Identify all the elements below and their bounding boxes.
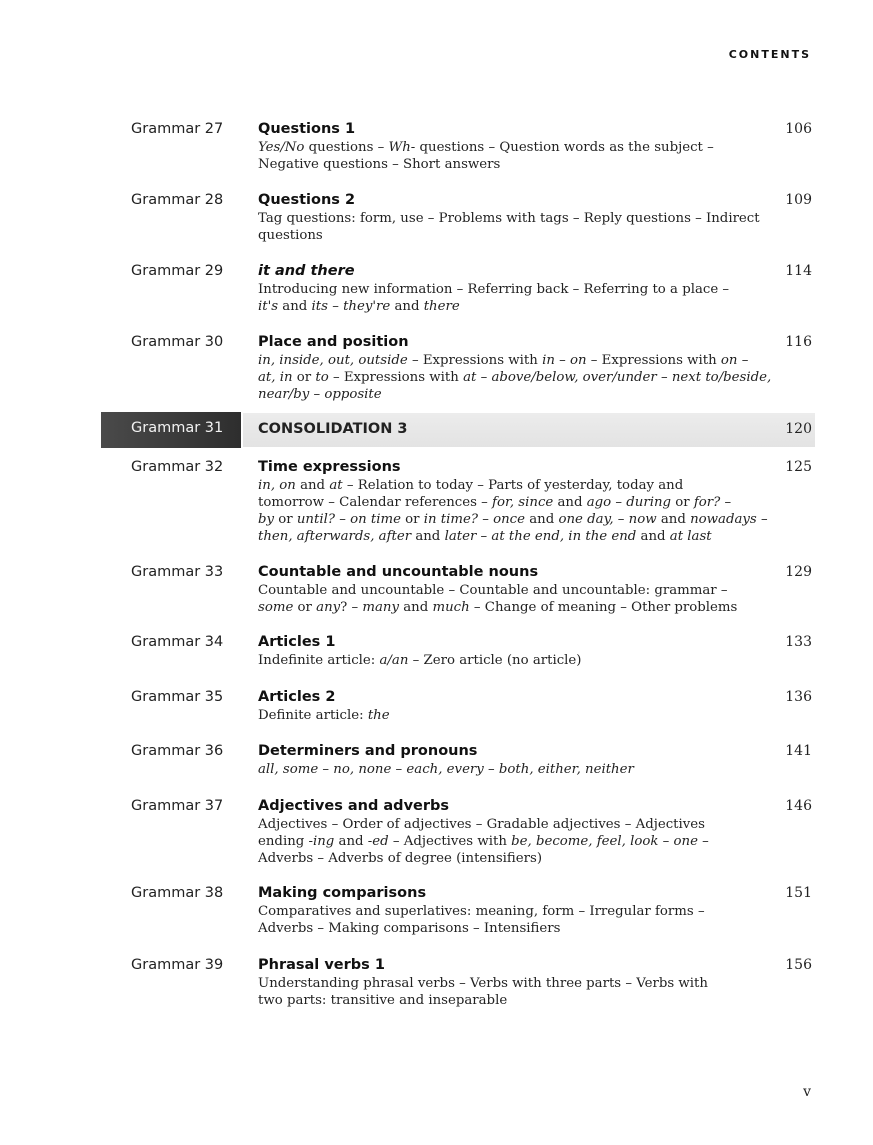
description-line: all, some – no, none – each, every – both, either, neither: [258, 762, 634, 777]
description-line: questions: [258, 228, 323, 243]
unit-title[interactable]: Determiners and pronouns: [258, 743, 478, 759]
description-line: it's and its – they're and there: [258, 299, 460, 314]
page-number: 136: [785, 689, 812, 705]
unit-number: Grammar 27: [131, 121, 224, 137]
unit-description: [258, 707, 778, 724]
consolidation-unit-tab: [101, 412, 241, 448]
page-number: 116: [785, 334, 812, 350]
unit-number: Grammar 29: [131, 263, 224, 279]
description-line: Yes/No questions – Wh- questions – Question words as the subject –: [258, 140, 714, 155]
unit-description: [258, 816, 778, 867]
page-number: 151: [785, 885, 812, 901]
unit-number: Grammar 33: [131, 564, 224, 580]
description-line: Introducing new information – Referring back – Referring to a place –: [258, 282, 730, 297]
unit-title[interactable]: Countable and uncountable nouns: [258, 564, 539, 580]
unit-description: [258, 975, 778, 1009]
description-line: Countable and uncountable – Countable and uncountable: grammar –: [258, 583, 728, 598]
unit-number: Grammar 30: [131, 334, 224, 350]
description-line: Adverbs – Making comparisons – Intensifiers: [258, 921, 561, 936]
description-line: two parts: transitive and inseparable: [258, 993, 508, 1008]
description-line: ending -ing and -ed – Adjectives with be, become, feel, look – one –: [258, 834, 709, 849]
description-line: Definite article: the: [258, 708, 390, 723]
description-line: by or until? – on time or in time? – once and one day, – now and nowadays –: [258, 512, 768, 527]
unit-number: Grammar 28: [131, 192, 224, 208]
page-number: 125: [785, 459, 812, 475]
page-number: 133: [785, 634, 812, 650]
description-line: Tag questions: form, use – Problems with tags – Reply questions – Indirect: [258, 211, 760, 226]
unit-title[interactable]: Questions 2: [258, 192, 356, 208]
page-number: 120: [785, 421, 812, 437]
page-number: 141: [785, 743, 812, 759]
unit-title[interactable]: Phrasal verbs 1: [258, 957, 385, 973]
unit-number: Grammar 39: [131, 957, 224, 973]
unit-title[interactable]: Place and position: [258, 334, 409, 350]
description-line: Understanding phrasal verbs – Verbs with three parts – Verbs with: [258, 976, 708, 991]
description-line: Adjectives – Order of adjectives – Gradable adjectives – Adjectives: [258, 817, 705, 832]
unit-number: Grammar 37: [131, 798, 224, 814]
unit-description: [258, 281, 778, 315]
consolidation-title[interactable]: CONSOLIDATION 3: [258, 421, 408, 437]
description-line: in, on and at – Relation to today – Parts of yesterday, today and: [258, 478, 684, 493]
unit-description: [258, 652, 778, 669]
unit-title[interactable]: Questions 1: [258, 121, 356, 137]
unit-number: Grammar 32: [131, 459, 224, 475]
page-number: 156: [785, 957, 812, 973]
description-line: then, afterwards, after and later – at the end, in the end and at last: [258, 529, 712, 544]
unit-title[interactable]: Articles 2: [258, 689, 336, 705]
page-folio: v: [803, 1084, 811, 1100]
description-line: Comparatives and superlatives: meaning, form – Irregular forms –: [258, 904, 705, 919]
unit-number: Grammar 34: [131, 634, 224, 650]
unit-title[interactable]: Adjectives and adverbs: [258, 798, 450, 814]
unit-number: Grammar 31: [131, 420, 224, 436]
description-line: some or any? – many and much – Change of meaning – Other problems: [258, 600, 738, 615]
page-number: 109: [785, 192, 812, 208]
unit-description: [258, 139, 778, 173]
unit-title[interactable]: Making comparisons: [258, 885, 427, 901]
unit-description: [258, 210, 778, 244]
unit-description: [258, 903, 778, 937]
unit-description: [258, 352, 778, 403]
description-line: Indefinite article: a/an – Zero article (no article): [258, 653, 582, 668]
page-number: 106: [785, 121, 812, 137]
unit-description: [258, 582, 778, 616]
description-line: at, in or to – Expressions with at – above/below, over/under – next to/beside,: [258, 370, 772, 385]
unit-title[interactable]: it and there: [258, 263, 355, 279]
description-line: tomorrow – Calendar references – for, since and ago – during or for? –: [258, 495, 732, 510]
page-number: 146: [785, 798, 812, 814]
unit-description: [258, 761, 778, 778]
page-number: 114: [785, 263, 812, 279]
unit-number: Grammar 35: [131, 689, 224, 705]
unit-description: [258, 477, 778, 545]
running-header: CONTENTS: [728, 48, 811, 61]
description-line: in, inside, out, outside – Expressions with in – on – Expressions with on –: [258, 353, 749, 368]
unit-number: Grammar 36: [131, 743, 224, 759]
unit-number: Grammar 38: [131, 885, 224, 901]
description-line: Negative questions – Short answers: [258, 157, 501, 172]
description-line: near/by – opposite: [258, 387, 382, 402]
unit-title[interactable]: Time expressions: [258, 459, 401, 475]
description-line: Adverbs – Adverbs of degree (intensifiers): [258, 851, 543, 866]
page-number: 129: [785, 564, 812, 580]
unit-title[interactable]: Articles 1: [258, 634, 336, 650]
